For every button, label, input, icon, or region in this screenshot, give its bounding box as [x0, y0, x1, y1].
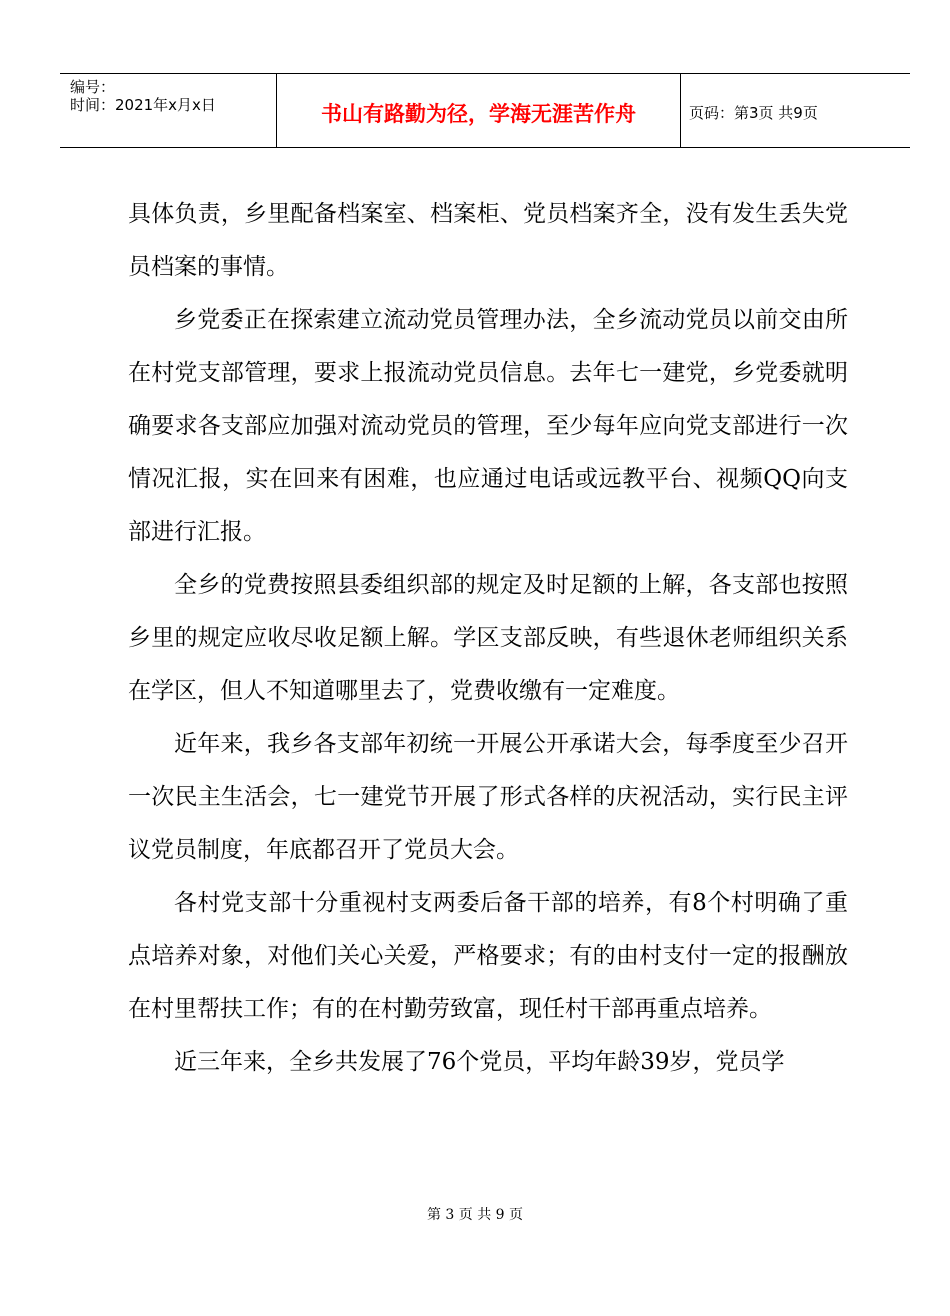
page-footer: 第 3 页 共 9 页: [426, 1207, 524, 1223]
document-body: [128, 188, 848, 1089]
date-label: 时间：2021年x月x日: [70, 96, 216, 114]
paragraph: 乡党委正在探索建立流动党员管理办法，全乡流动党员以前交由所在村党支部管理，要求上报流动党员信息。去年七一建党，乡党委就明确要求各支部应加强对流动党员的管理，至少每年应向党支部进行一次情况汇报，实在回来有困难，也应通过电话或远教平台、视频QQ向支部进行汇报。: [128, 307, 848, 545]
header-meta: [60, 74, 277, 147]
header-motto: 书山有路勤为径，学海无涯苦作舟: [277, 74, 681, 147]
paragraph: 近三年来，全乡共发展了76个党员，平均年龄39岁，党员学: [174, 1049, 785, 1075]
paragraph: 近年来，我乡各支部年初统一开展公开承诺大会，每季度至少召开一次民主生活会，七一建党节开展了形式各样的庆祝活动，实行民主评议党员制度，年底都召开了党员大会。: [128, 731, 848, 863]
paragraph: 各村党支部十分重视村支两委后备干部的培养，有8个村明确了重点培养对象，对他们关心关爱，严格要求；有的由村支付一定的报酬放在村里帮扶工作；有的在村勤劳致富，现任村干部再重点培养。: [128, 890, 848, 1022]
paragraph: 全乡的党费按照县委组织部的规定及时足额的上解，各支部也按照乡里的规定应收尽收足额上解。学区支部反映，有些退休老师组织关系在学区，但人不知道哪里去了，党费收缴有一定难度。: [128, 572, 848, 704]
document-header: [60, 73, 910, 148]
paragraph-continuation: 具体负责，乡里配备档案室、档案柜、党员档案齐全，没有发生丢失党员档案的事情。: [128, 201, 848, 280]
header-page-code: 页码：第3页 共9页: [689, 104, 818, 122]
number-label: 编号：: [70, 78, 116, 96]
